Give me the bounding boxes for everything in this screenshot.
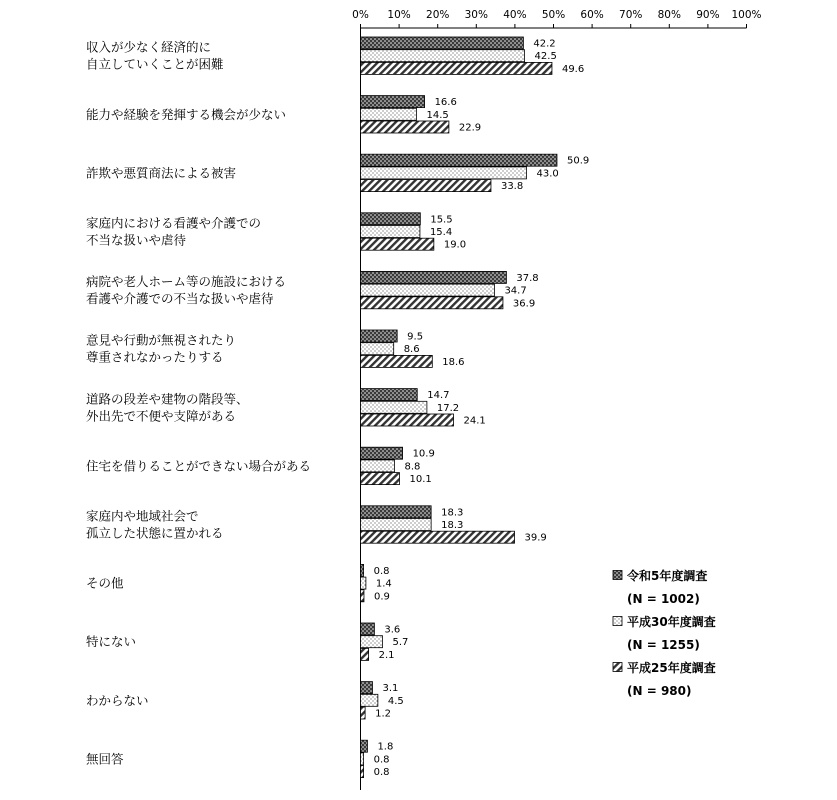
data-label: 16.6 bbox=[434, 97, 457, 109]
bar bbox=[361, 694, 378, 706]
category-label: その他 bbox=[86, 575, 124, 591]
bar bbox=[361, 62, 552, 74]
data-label: 15.5 bbox=[430, 214, 453, 226]
data-label: 14.5 bbox=[426, 109, 449, 121]
data-label: 10.1 bbox=[409, 474, 432, 486]
data-label: 43.0 bbox=[536, 168, 559, 180]
x-tick-label: 10% bbox=[387, 9, 411, 21]
category-label: 道路の段差や建物の階段等、 bbox=[86, 391, 249, 407]
category-label: 詐欺や悪質商法による被害 bbox=[86, 165, 237, 181]
category-label: 住宅を借りることができない場合がある bbox=[86, 458, 312, 474]
data-label: 2.1 bbox=[378, 649, 395, 661]
category-label: 能力や経験を発揮する機会が少ない bbox=[86, 106, 287, 122]
bar bbox=[361, 577, 366, 589]
legend-n-label: (N = 980) bbox=[627, 684, 692, 698]
data-label: 34.7 bbox=[504, 285, 527, 297]
bar bbox=[361, 343, 394, 355]
category-label: 無回答 bbox=[86, 751, 124, 767]
category-label: 不当な扱いや虐待 bbox=[86, 232, 187, 248]
data-label: 50.9 bbox=[566, 155, 590, 167]
bar bbox=[361, 401, 427, 413]
bar bbox=[361, 506, 432, 518]
data-label: 22.9 bbox=[458, 122, 482, 134]
category-label: 尊重されなかったりする bbox=[86, 349, 224, 365]
bar bbox=[361, 297, 503, 309]
data-label: 33.8 bbox=[500, 181, 524, 193]
bar bbox=[361, 121, 449, 133]
bar bbox=[361, 707, 366, 719]
bar bbox=[361, 590, 364, 602]
bar bbox=[361, 740, 368, 752]
bar bbox=[361, 37, 524, 49]
bar bbox=[361, 330, 398, 342]
legend-label: 平成30年度調査 bbox=[627, 615, 716, 629]
bar bbox=[361, 96, 425, 108]
data-label: 0.9 bbox=[373, 591, 390, 603]
category-label: 自立していくことが困難 bbox=[86, 56, 224, 72]
data-label: 42.2 bbox=[533, 38, 556, 50]
legend-label: 平成25年度調査 bbox=[627, 661, 716, 675]
bar bbox=[361, 238, 434, 250]
category-label: 病院や老人ホーム等の施設における bbox=[86, 274, 287, 290]
legend-n-label: (N = 1002) bbox=[627, 592, 700, 606]
category-label: 孤立した状態に置かれる bbox=[86, 525, 224, 541]
bar bbox=[361, 531, 515, 543]
x-tick-label: 40% bbox=[503, 9, 527, 21]
bar bbox=[361, 564, 364, 576]
bar bbox=[361, 766, 364, 778]
data-label: 42.5 bbox=[534, 51, 557, 63]
data-label: 18.6 bbox=[442, 356, 465, 368]
x-tick-label: 30% bbox=[464, 9, 488, 21]
x-tick-label: 50% bbox=[541, 9, 566, 21]
data-label: 37.8 bbox=[516, 272, 539, 284]
data-label: 8.8 bbox=[404, 461, 421, 473]
data-label: 18.3 bbox=[441, 507, 464, 519]
data-label: 14.7 bbox=[427, 390, 450, 402]
data-label: 0.8 bbox=[373, 565, 390, 577]
legend-swatch bbox=[613, 571, 622, 580]
bar bbox=[361, 473, 400, 485]
data-label: 18.3 bbox=[441, 520, 464, 531]
bar bbox=[361, 682, 373, 694]
bar bbox=[361, 414, 454, 426]
data-label: 4.5 bbox=[387, 695, 404, 707]
bar bbox=[361, 50, 525, 62]
legend-swatch bbox=[613, 617, 622, 626]
category-label: 収入が少なく経済的に bbox=[86, 39, 212, 55]
x-tick-label: 80% bbox=[657, 9, 681, 21]
x-tick-label: 100% bbox=[731, 9, 762, 21]
bar bbox=[361, 447, 403, 459]
bar bbox=[361, 213, 421, 225]
data-label: 39.9 bbox=[524, 532, 547, 544]
legend-n-label: (N = 1255) bbox=[627, 638, 700, 652]
data-label: 0.8 bbox=[373, 767, 390, 779]
bar bbox=[361, 154, 557, 166]
category-label: 意見や行動が無視されたり bbox=[86, 332, 237, 348]
category-label: 家庭内における看護や介護での bbox=[86, 215, 262, 231]
bar bbox=[361, 460, 395, 472]
x-tick-label: 90% bbox=[696, 9, 720, 21]
data-label: 3.1 bbox=[382, 683, 399, 695]
category-label: 特にない bbox=[86, 634, 137, 650]
data-label: 1.4 bbox=[375, 578, 392, 590]
data-label: 49.6 bbox=[561, 63, 585, 75]
legend-label: 令和5年度調査 bbox=[627, 569, 708, 583]
data-label: 0.8 bbox=[373, 754, 390, 766]
data-label: 15.4 bbox=[429, 227, 453, 238]
data-label: 5.7 bbox=[392, 637, 409, 649]
data-label: 1.2 bbox=[375, 708, 392, 720]
x-tick-label: 0% bbox=[352, 9, 369, 21]
data-label: 1.8 bbox=[377, 741, 394, 753]
data-label: 3.6 bbox=[384, 624, 401, 636]
data-label: 10.9 bbox=[412, 448, 435, 460]
bar bbox=[361, 519, 432, 531]
bar bbox=[361, 753, 364, 765]
data-label: 36.9 bbox=[512, 298, 536, 310]
bar bbox=[361, 108, 417, 120]
data-label: 17.2 bbox=[436, 402, 460, 414]
x-tick-label: 20% bbox=[426, 9, 450, 21]
bar bbox=[361, 180, 491, 192]
category-label: 家庭内や地域社会で bbox=[86, 508, 199, 524]
legend-swatch bbox=[613, 663, 622, 672]
data-label: 19.0 bbox=[443, 239, 467, 251]
x-tick-label: 60% bbox=[580, 9, 604, 21]
category-label: 看護や介護での不当な扱いや虐待 bbox=[86, 291, 274, 307]
bar bbox=[361, 167, 527, 179]
bar bbox=[361, 271, 507, 283]
bar bbox=[361, 389, 418, 401]
bar bbox=[361, 636, 383, 648]
data-label: 9.5 bbox=[407, 331, 424, 343]
category-label: 外出先で不便や支障がある bbox=[86, 408, 237, 424]
bar bbox=[361, 226, 420, 238]
bar bbox=[361, 623, 375, 635]
data-label: 8.6 bbox=[403, 344, 420, 356]
bar bbox=[361, 648, 369, 660]
x-tick-label: 70% bbox=[619, 9, 643, 21]
bar bbox=[361, 355, 433, 367]
bar bbox=[361, 284, 495, 296]
data-label: 24.1 bbox=[463, 415, 486, 427]
category-label: わからない bbox=[86, 692, 149, 708]
